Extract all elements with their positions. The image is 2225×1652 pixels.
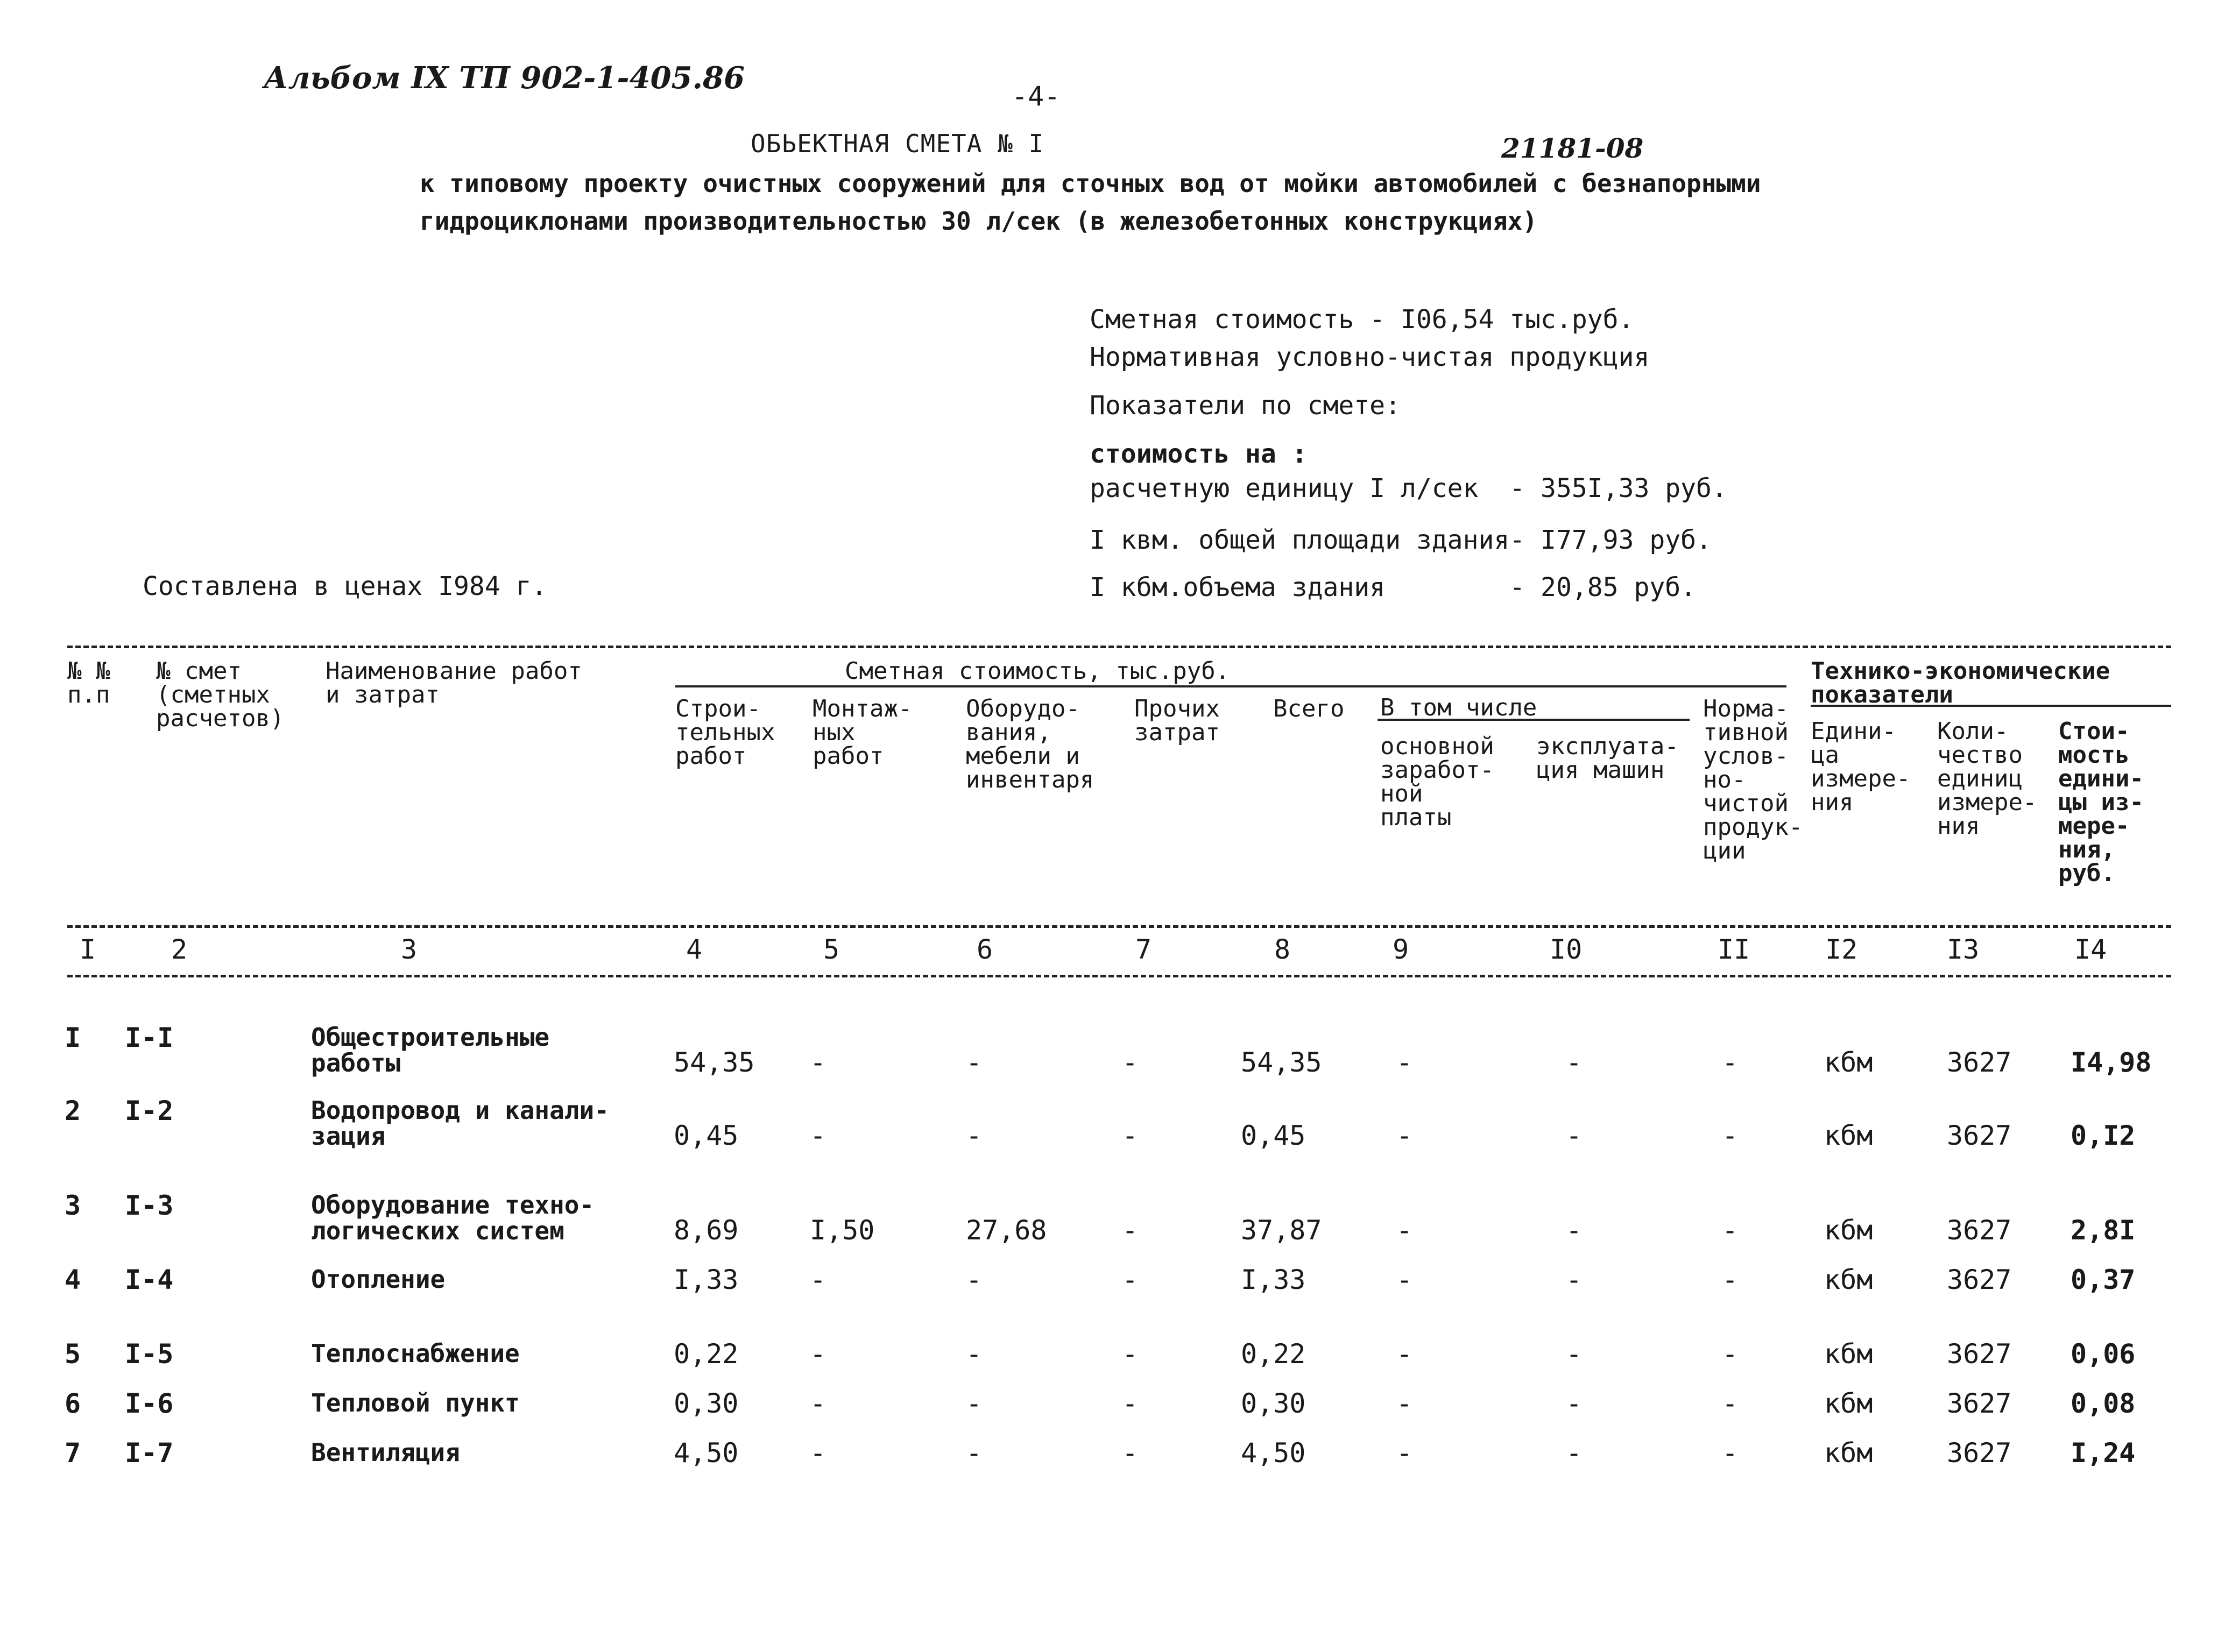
column-number: 3: [401, 934, 418, 965]
cell-c6: -: [966, 1338, 983, 1370]
cell-c4: 4,50: [674, 1437, 739, 1469]
cell-c7: -: [1122, 1215, 1139, 1246]
document-subtitle-line-1: к типовому проекту очистных сооружений для сточных вод от мойки автомобилей с безнапорными: [420, 169, 1761, 198]
header-quantity: Коли- чество единиц измере- ния: [1937, 718, 2037, 840]
column-number: 7: [1135, 934, 1152, 965]
column-number: 2: [171, 934, 188, 965]
column-number: I3: [1947, 934, 1980, 965]
header-row-number: № № п.п: [67, 657, 110, 708]
table-top-rule: [67, 646, 2171, 648]
cell-c5: I,50: [810, 1215, 875, 1246]
cell-c12: кбм: [1824, 1120, 1873, 1151]
cell-c13: 3627: [1947, 1338, 2012, 1370]
column-number: I2: [1825, 934, 1858, 965]
cell-c4: I,33: [674, 1264, 739, 1295]
normative-product: Нормативная условно-чистая продукция: [1090, 342, 1650, 372]
column-number: 6: [977, 934, 993, 965]
column-number: 4: [686, 934, 703, 965]
document-subtitle-line-2: гидроциклонами производительностью 30 л/сек (в железобетонных конструкциях): [420, 207, 1538, 236]
cost-per-label: стоимость на :: [1090, 439, 1308, 469]
page-number: -4-: [1012, 81, 1061, 112]
cell-c8: 0,45: [1241, 1120, 1306, 1151]
cost-per-unit: расчетную единицу I л/сек - 355I,33 руб.: [1090, 473, 1727, 504]
cell-c14: I4,98: [2071, 1047, 2152, 1078]
header-equipment: Оборудо- вания, мебели и инвентаря: [966, 695, 1094, 793]
numbers-bottom-rule: [67, 975, 2171, 977]
row-number: 5: [65, 1338, 81, 1370]
cell-c13: 3627: [1947, 1388, 2012, 1419]
cell-c8: 37,87: [1241, 1215, 1322, 1246]
cell-c4: 8,69: [674, 1215, 739, 1246]
work-name: Водопровод и канали- зация: [311, 1096, 609, 1151]
prices-year: Составлена в ценах I984 г.: [143, 571, 547, 601]
estimate-code: I-2: [125, 1095, 174, 1126]
row-number: 3: [65, 1190, 81, 1221]
cell-c12: кбм: [1824, 1264, 1873, 1295]
cell-c11: -: [1722, 1047, 1739, 1078]
cell-c7: -: [1122, 1437, 1139, 1469]
cell-c7: -: [1122, 1264, 1139, 1295]
column-number: 5: [823, 934, 840, 965]
work-name: Вентиляция: [311, 1438, 460, 1467]
cost-per-sqm: I квм. общей площади здания- I77,93 руб.: [1090, 525, 1712, 555]
estimated-cost: Сметная стоимость - I06,54 тыс.руб.: [1090, 304, 1634, 335]
row-number: 2: [65, 1095, 81, 1126]
cell-c4: 0,22: [674, 1338, 739, 1370]
cell-c6: -: [966, 1120, 983, 1151]
header-other: Прочих затрат: [1134, 695, 1220, 746]
cell-c14: 0,I2: [2071, 1120, 2136, 1151]
column-number: 8: [1274, 934, 1291, 965]
album-reference: Альбом IX ТП 902-1-405.86: [264, 60, 745, 96]
cell-c10: -: [1566, 1047, 1583, 1078]
column-number: 9: [1393, 934, 1409, 965]
cell-c10: -: [1566, 1338, 1583, 1370]
cell-c10: -: [1566, 1437, 1583, 1469]
cell-c10: -: [1566, 1120, 1583, 1151]
cell-c5: -: [810, 1047, 827, 1078]
cell-c12: кбм: [1824, 1215, 1873, 1246]
cell-c6: -: [966, 1264, 983, 1295]
cell-c12: кбм: [1824, 1437, 1873, 1469]
cell-c14: 0,37: [2071, 1264, 2136, 1295]
cell-c12: кбм: [1824, 1047, 1873, 1078]
cell-c5: -: [810, 1437, 827, 1469]
cell-c4: 54,35: [674, 1047, 755, 1078]
cell-c11: -: [1722, 1264, 1739, 1295]
cell-c8: I,33: [1241, 1264, 1306, 1295]
row-number: 6: [65, 1388, 81, 1419]
work-name: Оборудование техно- логических систем: [311, 1190, 595, 1245]
estimate-code: I-6: [125, 1388, 174, 1419]
cost-per-cbm: I кбм.объема здания - 20,85 руб.: [1090, 572, 1697, 602]
estimate-code: I-7: [125, 1437, 174, 1469]
row-number: 4: [65, 1264, 81, 1295]
header-cost-group: Сметная стоимость, тыс.руб.: [845, 657, 1230, 685]
cell-c13: 3627: [1947, 1437, 2012, 1469]
cell-c6: -: [966, 1047, 983, 1078]
cell-c12: кбм: [1824, 1338, 1873, 1370]
cell-c8: 4,50: [1241, 1437, 1306, 1469]
header-construction: Строи- тельных работ: [675, 695, 775, 770]
cell-c9: -: [1396, 1215, 1413, 1246]
header-total: Всего: [1273, 695, 1345, 722]
cell-c6: -: [966, 1437, 983, 1469]
cell-c11: -: [1722, 1388, 1739, 1419]
document-code: 21181-08: [1501, 132, 1644, 164]
header-bottom-rule: [67, 925, 2171, 928]
cell-c5: -: [810, 1264, 827, 1295]
cell-c13: 3627: [1947, 1047, 2012, 1078]
cell-c10: -: [1566, 1388, 1583, 1419]
cell-c9: -: [1396, 1338, 1413, 1370]
cell-c5: -: [810, 1338, 827, 1370]
cell-c9: -: [1396, 1437, 1413, 1469]
cell-c6: -: [966, 1388, 983, 1419]
cell-c11: -: [1722, 1338, 1739, 1370]
cell-c10: -: [1566, 1215, 1583, 1246]
cell-c4: 0,45: [674, 1120, 739, 1151]
cell-c7: -: [1122, 1047, 1139, 1078]
header-unit-cost: Стои- мость едини- цы из- мере- ния, руб.: [2058, 718, 2144, 887]
header-base-wages: основной заработ- ной платы: [1380, 733, 1494, 831]
work-name: Общестроительные работы: [311, 1023, 550, 1077]
cell-c11: -: [1722, 1120, 1739, 1151]
cell-c11: -: [1722, 1215, 1739, 1246]
work-name: Тепловой пункт: [311, 1388, 520, 1417]
header-normative-product: Норма- тивной услов- но- чистой продук- ции: [1703, 695, 1803, 864]
header-including-group: В том числе: [1380, 694, 1537, 721]
cell-c14: 2,8I: [2071, 1215, 2136, 1246]
cell-c8: 0,30: [1241, 1388, 1306, 1419]
estimate-code: I-4: [125, 1264, 174, 1295]
cell-c7: -: [1122, 1338, 1139, 1370]
cell-c12: кбм: [1824, 1388, 1873, 1419]
header-installation: Монтаж- ных работ: [813, 695, 913, 770]
cell-c13: 3627: [1947, 1120, 2012, 1151]
header-estimate-number: № смет (сметных расчетов): [156, 657, 285, 732]
cell-c7: -: [1122, 1388, 1139, 1419]
estimate-code: I-I: [125, 1022, 174, 1053]
column-number: I: [80, 934, 96, 965]
header-machine-operation: эксплуата- ция машин: [1536, 733, 1679, 784]
row-number: 7: [65, 1437, 81, 1469]
header-work-name: Наименование работ и затрат: [326, 657, 582, 708]
cell-c13: 3627: [1947, 1264, 2012, 1295]
header-unit: Едини- ца измере- ния: [1811, 718, 1911, 816]
column-number: II: [1718, 934, 1750, 965]
cell-c8: 54,35: [1241, 1047, 1322, 1078]
work-name: Теплоснабжение: [311, 1339, 520, 1368]
estimate-code: I-3: [125, 1190, 174, 1221]
cell-c4: 0,30: [674, 1388, 739, 1419]
cell-c7: -: [1122, 1120, 1139, 1151]
cell-c9: -: [1396, 1264, 1413, 1295]
cell-c9: -: [1396, 1388, 1413, 1419]
cost-group-underline: [675, 685, 1786, 687]
cell-c5: -: [810, 1388, 827, 1419]
cell-c13: 3627: [1947, 1215, 2012, 1246]
column-number: I0: [1550, 934, 1583, 965]
cell-c14: 0,06: [2071, 1338, 2136, 1370]
header-tech-econ-group: Технико-экономические показатели: [1811, 657, 2110, 708]
column-number: I4: [2074, 934, 2107, 965]
estimate-code: I-5: [125, 1338, 174, 1370]
cell-c6: 27,68: [966, 1215, 1047, 1246]
cell-c11: -: [1722, 1437, 1739, 1469]
row-number: I: [65, 1022, 81, 1053]
estimate-indicators: Показатели по смете:: [1090, 391, 1401, 421]
cell-c9: -: [1396, 1120, 1413, 1151]
cell-c8: 0,22: [1241, 1338, 1306, 1370]
document-title: ОБЬЕКТНАЯ СМЕТА № I: [751, 129, 1044, 158]
cell-c5: -: [810, 1120, 827, 1151]
cell-c14: 0,08: [2071, 1388, 2136, 1419]
cell-c10: -: [1566, 1264, 1583, 1295]
work-name: Отопление: [311, 1265, 446, 1294]
cell-c14: I,24: [2071, 1437, 2136, 1469]
cell-c9: -: [1396, 1047, 1413, 1078]
